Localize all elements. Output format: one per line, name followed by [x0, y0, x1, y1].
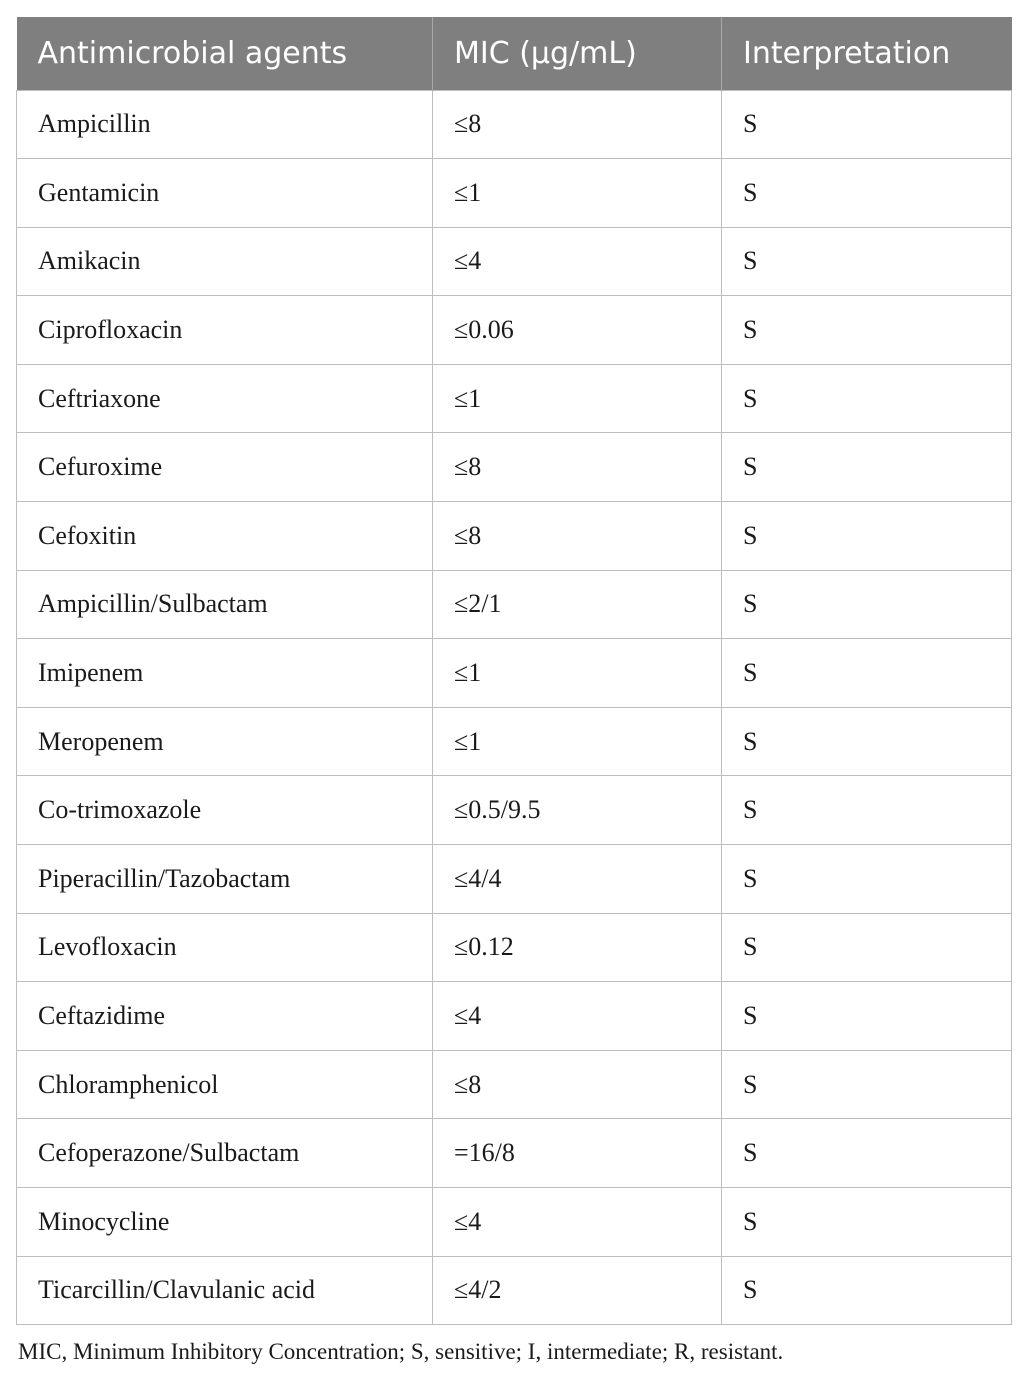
interpretation-cell: S: [722, 502, 1012, 571]
mic-cell: ≤4/2: [433, 1256, 722, 1325]
table-header: [17, 17, 1012, 90]
agent-cell: Cefoperazone/Sulbactam: [17, 1119, 433, 1188]
interpretation-cell: S: [722, 296, 1012, 365]
interpretation-cell: S: [722, 364, 1012, 433]
mic-cell: ≤0.06: [433, 296, 722, 365]
agent-cell: Ciprofloxacin: [17, 296, 433, 365]
table-row: [17, 502, 1012, 571]
table-row: [17, 90, 1012, 159]
mic-cell: ≤8: [433, 433, 722, 502]
interpretation-cell: S: [722, 227, 1012, 296]
table-row: [17, 159, 1012, 228]
mic-cell: ≤8: [433, 90, 722, 159]
mic-cell: ≤1: [433, 639, 722, 708]
mic-cell: ≤2/1: [433, 570, 722, 639]
agent-cell: Cefoxitin: [17, 502, 433, 571]
mic-cell: ≤4/4: [433, 845, 722, 914]
mic-cell: ≤8: [433, 1050, 722, 1119]
mic-cell: ≤1: [433, 364, 722, 433]
mic-cell: ≤4: [433, 982, 722, 1051]
table-row: [17, 776, 1012, 845]
table-footnote: MIC, Minimum Inhibitory Concentration; S, sensitive; I, intermediate; R, resistant.: [18, 1339, 784, 1364]
header-row: [17, 17, 1012, 90]
interpretation-cell: S: [722, 1050, 1012, 1119]
interpretation-cell: S: [722, 1256, 1012, 1325]
agent-cell: Gentamicin: [17, 159, 433, 228]
agent-cell: Ticarcillin/Clavulanic acid: [17, 1256, 433, 1325]
mic-cell: ≤8: [433, 502, 722, 571]
agent-cell: Amikacin: [17, 227, 433, 296]
table-row: [17, 570, 1012, 639]
table-row: [17, 296, 1012, 365]
agent-cell: Levofloxacin: [17, 913, 433, 982]
mic-cell: ≤4: [433, 227, 722, 296]
mic-cell: ≤1: [433, 707, 722, 776]
header-mic: MIC (μg/mL): [433, 17, 722, 90]
header-interpretation: Interpretation: [722, 17, 1012, 90]
table-row: [17, 845, 1012, 914]
table-row: [17, 913, 1012, 982]
table-row: [17, 364, 1012, 433]
interpretation-cell: S: [722, 90, 1012, 159]
mic-cell: ≤1: [433, 159, 722, 228]
table-row: [17, 1256, 1012, 1325]
mic-cell: ≤0.12: [433, 913, 722, 982]
interpretation-cell: S: [722, 913, 1012, 982]
mic-cell: =16/8: [433, 1119, 722, 1188]
interpretation-cell: S: [722, 433, 1012, 502]
agent-cell: Ampicillin/Sulbactam: [17, 570, 433, 639]
interpretation-cell: S: [722, 159, 1012, 228]
interpretation-cell: S: [722, 570, 1012, 639]
header-antimicrobial-agents: Antimicrobial agents: [17, 17, 433, 90]
interpretation-cell: S: [722, 776, 1012, 845]
table-row: [17, 227, 1012, 296]
agent-cell: Meropenem: [17, 707, 433, 776]
table-row: [17, 639, 1012, 708]
agent-cell: Imipenem: [17, 639, 433, 708]
interpretation-cell: S: [722, 1119, 1012, 1188]
agent-cell: Ceftazidime: [17, 982, 433, 1051]
table-row: [17, 1188, 1012, 1257]
table-body: [17, 90, 1012, 1325]
agent-cell: Piperacillin/Tazobactam: [17, 845, 433, 914]
antimicrobial-susceptibility-table: [16, 17, 1012, 1325]
table-row: [17, 982, 1012, 1051]
mic-cell: ≤0.5/9.5: [433, 776, 722, 845]
interpretation-cell: S: [722, 845, 1012, 914]
interpretation-cell: S: [722, 982, 1012, 1051]
antimicrobial-susceptibility-table-container: [16, 17, 1011, 1325]
interpretation-cell: S: [722, 639, 1012, 708]
table-row: [17, 1050, 1012, 1119]
table-row: [17, 433, 1012, 502]
interpretation-cell: S: [722, 1188, 1012, 1257]
agent-cell: Ampicillin: [17, 90, 433, 159]
agent-cell: Minocycline: [17, 1188, 433, 1257]
agent-cell: Chloramphenicol: [17, 1050, 433, 1119]
table-row: [17, 707, 1012, 776]
mic-cell: ≤4: [433, 1188, 722, 1257]
agent-cell: Ceftriaxone: [17, 364, 433, 433]
table-row: [17, 1119, 1012, 1188]
agent-cell: Co-trimoxazole: [17, 776, 433, 845]
agent-cell: Cefuroxime: [17, 433, 433, 502]
interpretation-cell: S: [722, 707, 1012, 776]
